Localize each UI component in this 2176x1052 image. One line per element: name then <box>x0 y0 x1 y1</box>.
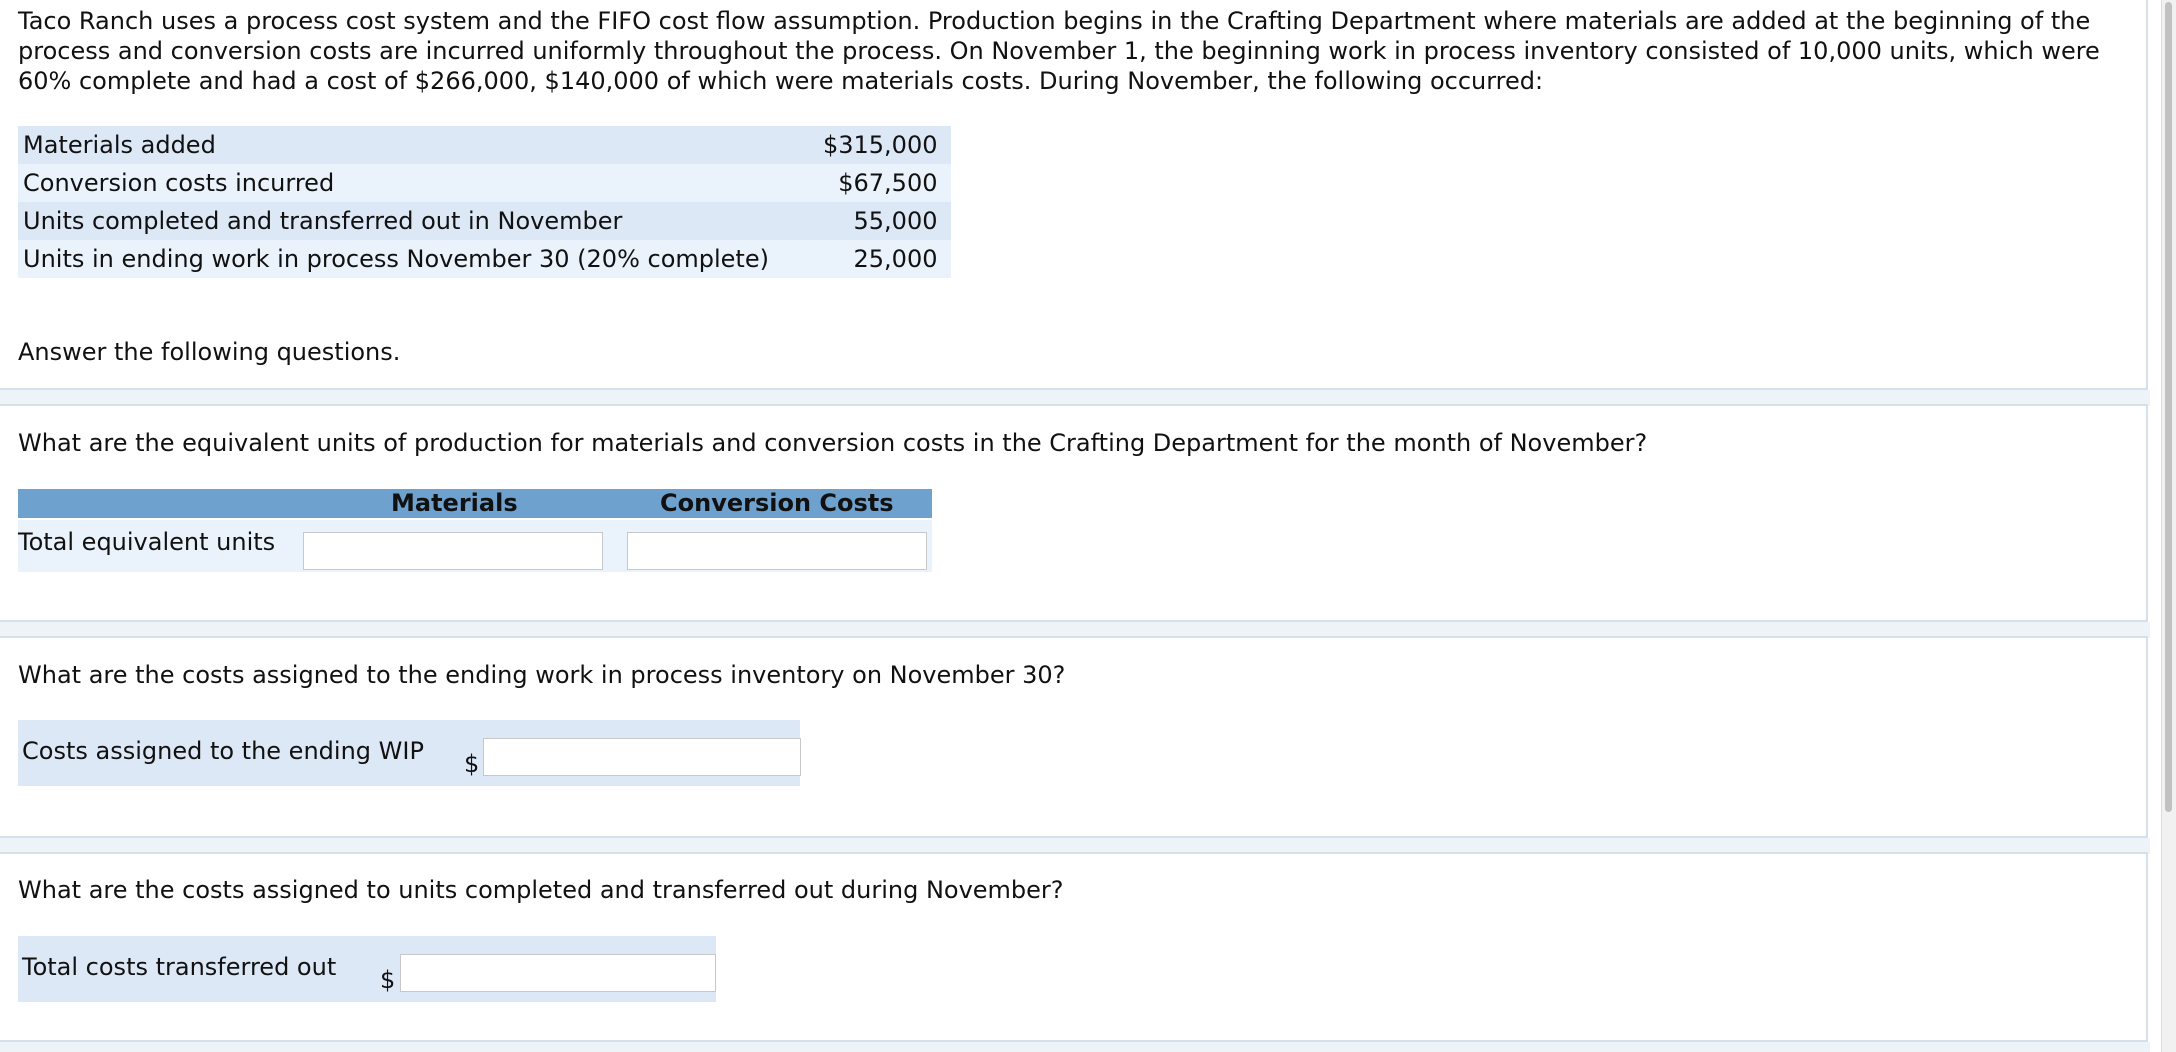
table-row <box>18 202 951 240</box>
row-value: $67,500 <box>783 164 952 202</box>
ending-wip-row <box>18 720 800 786</box>
problem-statement: Taco Ranch uses a process cost system and the FIFO cost flow assumption. Production begins in the Crafting Department where materials are added at the beginning of the process and conversion costs are incurred uniformly throughout the process. On November 1, the beginning work in process inventory consisted of 10,000 units, which were 60% complete and had a cost of $266,000, $140,000 of which were materials costs. During November, the following occurred: <box>18 7 2100 95</box>
given-data-table <box>18 126 951 278</box>
row-value: 55,000 <box>783 202 952 240</box>
row-label: Units completed and transferred out in November <box>18 202 783 240</box>
row-label: Units in ending work in process November 30 (20% complete) <box>18 240 783 278</box>
row-label: Materials added <box>18 126 783 164</box>
equivalent-units-header <box>18 489 932 518</box>
question-equivalent-units: What are the equivalent units of production for materials and conversion costs in the Crafting Department for the month of November? <box>18 429 1648 457</box>
question-transferred-out: What are the costs assigned to units completed and transferred out during November? <box>18 876 1064 904</box>
conversion-equivalent-units-input[interactable] <box>627 532 927 570</box>
transferred-out-row <box>18 936 716 1002</box>
ending-wip-label: Costs assigned to the ending WIP <box>22 737 424 765</box>
currency-symbol: $ <box>380 966 396 994</box>
materials-equivalent-units-input[interactable] <box>303 532 603 570</box>
total-equivalent-units-label: Total equivalent units <box>18 528 276 556</box>
currency-symbol: $ <box>464 750 480 778</box>
row-value: $315,000 <box>783 126 952 164</box>
question-ending-wip: What are the costs assigned to the ending work in process inventory on November 30? <box>18 661 1066 689</box>
table-row <box>18 164 951 202</box>
problem-panel <box>0 0 2148 390</box>
equivalent-units-row <box>18 520 932 572</box>
header-materials: Materials <box>391 489 518 517</box>
transferred-out-cost-input[interactable] <box>400 954 716 992</box>
row-value: 25,000 <box>783 240 952 278</box>
table-row <box>18 126 951 164</box>
scrollbar-thumb[interactable] <box>2165 2 2172 812</box>
vertical-scrollbar[interactable] <box>2161 0 2176 1052</box>
row-label: Conversion costs incurred <box>18 164 783 202</box>
panel-gap <box>0 1042 2150 1052</box>
header-conversion-costs: Conversion Costs <box>660 489 894 517</box>
answer-prompt: Answer the following questions. <box>18 338 401 366</box>
transferred-out-label: Total costs transferred out <box>22 953 337 981</box>
table-row <box>18 240 951 278</box>
ending-wip-cost-input[interactable] <box>483 738 801 776</box>
